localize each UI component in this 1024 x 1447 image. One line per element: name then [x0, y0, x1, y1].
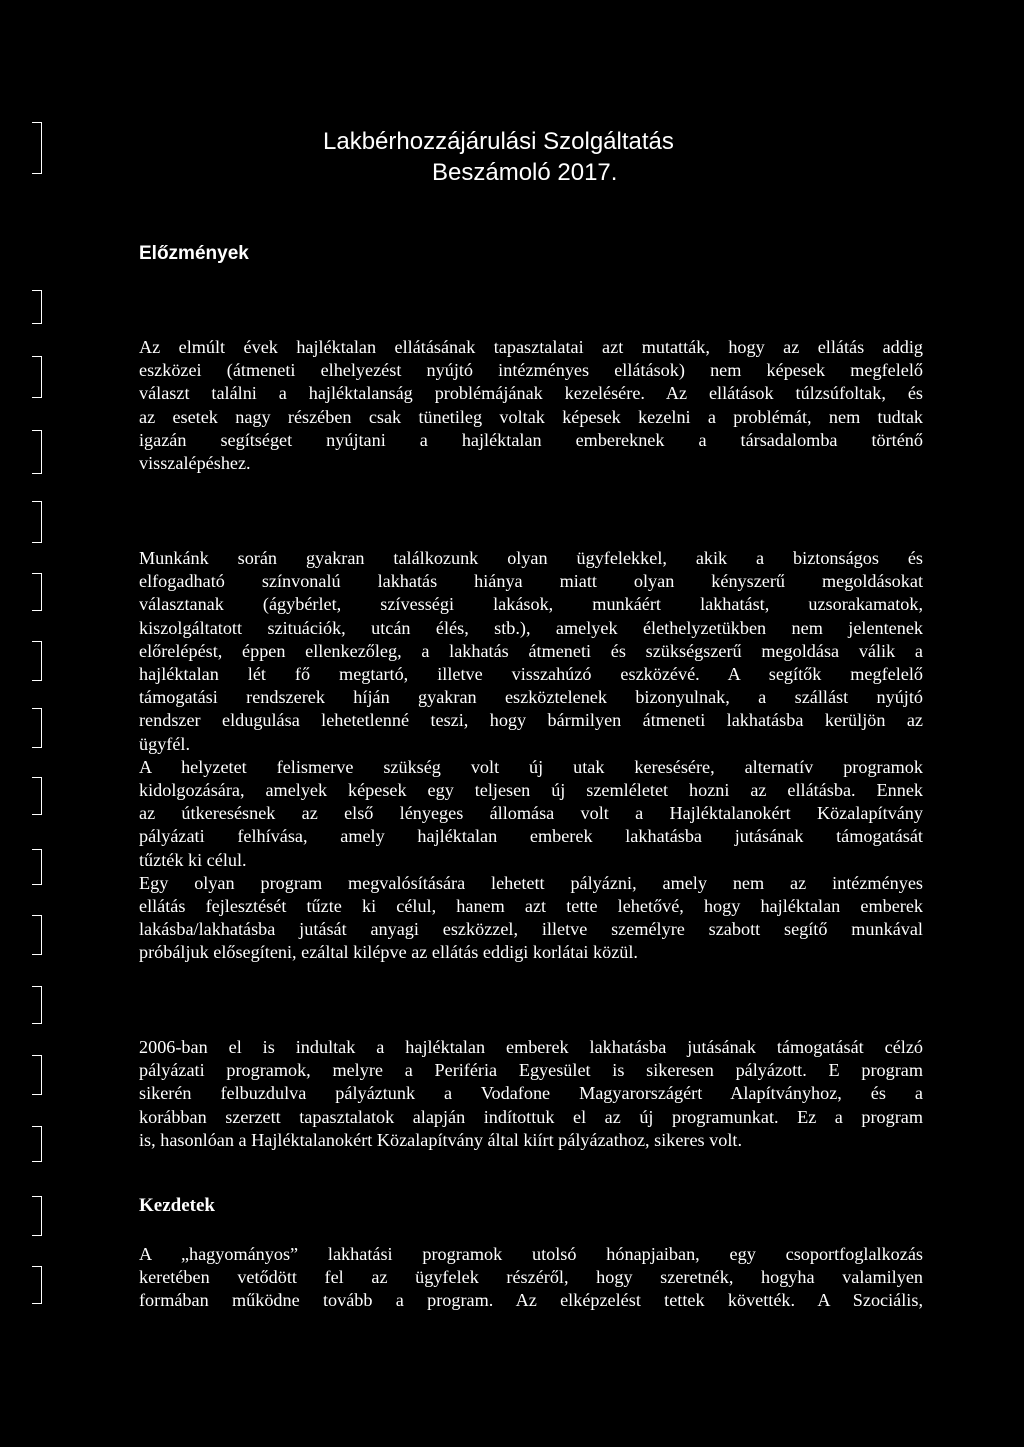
text-line: kidolgozására, amelyek képesek egy teljesen új szemléletet hozni az ellátásba. Ennek	[139, 780, 923, 801]
text-line: visszalépéshez.	[139, 453, 251, 474]
text-line: ellátás fejlesztését tűzte ki célul, hanem azt tette lehetővé, hogy hajléktalan emberek	[139, 896, 923, 917]
text-line: 2006-ban el is indultak a hajléktalan emberek lakhatásba jutásának támogatását célzó	[139, 1037, 923, 1057]
text-line: keretében vetődött fel az ügyfelek részéről, hogy szeretnék, hogyha valamilyen	[139, 1267, 923, 1288]
margin-mark	[32, 708, 42, 748]
text-line: pályázati felhívása, amely hajléktalan emberek lakhatásba jutásának támogatását	[139, 826, 923, 847]
text-line: formában működne tovább a program. Az elképzelést tettek követték. A Szociális,	[139, 1290, 923, 1311]
paragraph	[139, 547, 923, 965]
text-line: próbáljuk elősegíteni, ezáltal kilépve az ellátás eddigi korlátai közül.	[139, 942, 638, 963]
margin-mark	[32, 573, 42, 611]
margin-mark	[32, 430, 42, 474]
margin-mark	[32, 501, 42, 543]
section-heading-kezdetek: Kezdetek	[139, 1195, 215, 1216]
text-line: hajléktalan lét fő megtartó, illetve visszahúzó eszközévé. A segítők megfelelő	[139, 664, 923, 685]
text-line: eszközei (átmeneti elhelyezést nyújtó intézményes ellátások) nem képesek megfelelő	[139, 360, 923, 381]
margin-mark	[32, 1126, 42, 1162]
margin-mark	[32, 915, 42, 955]
text-line: sikerén felbuzdulva pályáztunk a Vodafone Magyarországért Alapítványhoz, és a	[139, 1083, 923, 1104]
margin-mark	[32, 849, 42, 885]
text-line: választ találni a hajléktalanság problémájának kezelésére. Az ellátások túlzsúfoltak, és	[139, 383, 923, 404]
text-line: A „hagyományos” lakhatási programok utolsó hónapjaiban, egy csoportfoglalkozás	[139, 1244, 923, 1264]
paragraph	[139, 1243, 923, 1313]
margin-mark	[32, 641, 42, 681]
text-line: igazán segítséget nyújtani a hajléktalan embereknek a társadalomba történő	[139, 429, 923, 450]
text-line: pályázati programok, melyre a Periféria Egyesület is sikeresen pályázott. E program	[139, 1060, 923, 1081]
text-line: Egy olyan program megvalósítására lehetett pályázni, amely nem az intézményes	[139, 872, 923, 893]
section-heading-elozmenyek: Előzmények	[139, 243, 249, 264]
text-line: is, hasonlóan a Hajléktalanokért Közalapítvány által kiírt pályázathoz, sikeres volt.	[139, 1129, 743, 1150]
text-line: lakásba/lakhatásba jutását anyagi eszközzel, illetve személyre szabott segítő munkával	[139, 919, 923, 940]
document-subtitle: Beszámoló 2017.	[432, 159, 618, 186]
text-line: támogatási rendszerek híján gyakran eszköztelenek bizonyulnak, a szállást nyújtó	[139, 687, 923, 708]
text-line: Az elmúlt évek hajléktalan ellátásának tapasztalatai azt mutatták, hogy az ellátás addig	[139, 337, 923, 357]
text-line: az útkeresésnek az első lényeges állomása volt a Hajléktalanokért Közalapítvány	[139, 803, 923, 824]
text-line: tűzték ki célul.	[139, 849, 247, 870]
margin-mark	[32, 1266, 42, 1304]
text-line: választanak (ágybérlet, szívességi lakások, munkáért lakhatást, uzsorakamatok,	[139, 594, 923, 615]
paragraph	[139, 336, 923, 475]
margin-mark	[32, 1055, 42, 1095]
paragraph	[139, 1036, 923, 1152]
text-line: A helyzetet felismerve szükség volt új utak keresésére, alternatív programok	[139, 756, 923, 777]
margin-mark	[32, 1196, 42, 1236]
margin-mark	[32, 122, 42, 174]
text-line: kiszolgáltatott szituációk, utcán élés, stb.), amelyek élethelyzetükben nem jelentenek	[139, 617, 923, 638]
text-line: ügyfél.	[139, 733, 191, 754]
text-line: Munkánk során gyakran találkozunk olyan ügyfelekkel, akik a biztonságos és	[139, 548, 923, 568]
document-title: Lakbérhozzájárulási Szolgáltatás	[323, 128, 674, 155]
margin-mark	[32, 986, 42, 1024]
text-line: az esetek nagy részében csak tünetileg voltak képesek kezelni a problémát, nem tudtak	[139, 406, 923, 427]
margin-mark	[32, 356, 42, 398]
text-line: elfogadható színvonalú lakhatás hiánya miatt olyan kényszerű megoldásokat	[139, 571, 923, 592]
text-line: rendszer eldugulása lehetetlenné teszi, hogy bármilyen átmeneti lakhatásba kerüljön az	[139, 710, 923, 731]
margin-mark	[32, 290, 42, 324]
text-line: korábban szerzett tapasztalatok alapján indítottuk el az új programunkat. Ez a program	[139, 1106, 923, 1127]
margin-mark	[32, 777, 42, 815]
text-line: előrelépést, éppen ellenkezőleg, a lakhatás átmeneti és szükségszerű megoldása válik a	[139, 640, 923, 661]
